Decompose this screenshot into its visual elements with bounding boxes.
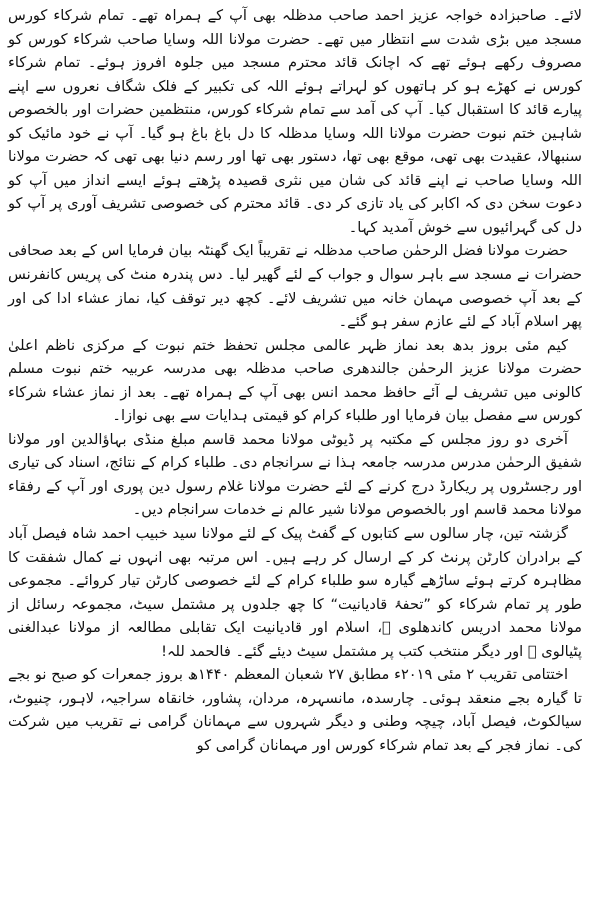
paragraph-2: حضرت مولانا فضل الرحمٰن صاحب مدظلہ نے تقریباً ایک گھنٹہ بیان فرمایا اس کے بعد صحافی حضرات نے مسجد سے باہر سوال و جواب کے لئے گھیر لیا۔ دس پندرہ منٹ کی پریس کانفرنس کے بعد آپ خصوصی مہمان خانہ میں تشریف لائے۔ کچھ دیر توقف کیا، نماز عشاء ادا کی اور پھر اسلام آباد کے لئے عازم سفر ہو گئے۔ [8,242,582,331]
paragraph-6: اختتامی تقریب ۲ مئی ۲۰۱۹ء مطابق ۲۷ شعبان المعظم ۱۴۴۰ھ بروز جمعرات کو صبح نو بجے تا گیارہ بجے منعقد ہوئی۔ چارسدہ، مانسہرہ، مردان، پشاور، خانقاہ سراجیہ، لاہور، چنیوٹ، سیالکوٹ، فیصل آباد، چیچہ وطنی و دیگر شہروں سے مہمانان گرامی نے تقریب میں شرکت کی۔ نماز فجر کے بعد تمام شرکاء کورس اور مہمانان گرامی کو [8,666,582,754]
paragraph-5: گزشتہ تین، چار سالوں سے کتابوں کے گفٹ پیک کے لئے مولانا سید خبیب احمد شاہ فیصل آباد کے برادران کارٹن پرنٹ کر کے ارسال کر رہے ہیں۔ اس مرتبہ بھی انہوں نے کمال شفقت کا مظاہرہ کرتے ہوئے ساڑھے گیارہ سو طلباء کرام کے لئے خصوصی کارٹن تیار کروائے۔ مجموعی طور پر تمام شرکاء کو ”تحفۂ قادیانیت“ کا چھ جلدوں پر مشتمل سیٹ، مجموعہ رسائل از مولانا محمد ادریس کاندھلوی ﷫، اسلام اور قادیانیت ایک تقابلی مطالعہ از مولانا عبدالغنی پٹیالوی ﷫ اور دیگر منتخب کتب پر مشتمل سیٹ دیئے گئے۔ فالحمد للہ! [8,525,582,660]
paragraph-4: آخری دو روز مجلس کے مکتبہ پر ڈیوٹی مولانا محمد قاسم مبلغ منڈی بہاؤالدین اور مولانا شفیق الرحمٰن مدرس مدرسہ جامعہ ہذا نے سرانجام دی۔ طلباء کرام کے نتائج، اسناد کی تیاری اور رجسٹروں پر ریکارڈ درج کرنے کے لئے حضرت مولانا غلام رسول دین پوری اور آپ کے رفقاء مولانا محمد قاسم اور بالخصوص مولانا شیر عالم نے خدمات سرانجام دیں۔ [8,430,582,519]
paragraph-1: لائے۔ صاحبزادہ خواجہ عزیز احمد صاحب مدظلہ بھی آپ کے ہمراہ تھے۔ تمام شرکاء کورس مسجد میں بڑی شدت سے انتظار میں تھے۔ حضرت مولانا اللہ وسایا صاحب شرکاء کورس کو مصروف رکھے ہوئے تھے کہ اچانک قائد محترم مسجد میں جلوہ افروز ہوئے۔ تمام شرکاء کورس نے کھڑے ہو کر ہاتھوں کو لہراتے ہوئے اللہ کی تکبیر کے فلک شگاف نعروں سے اپنے پیارے قائد کا استقبال کیا۔ آپ کی آمد سے تمام شرکاء کورس، منتظمین حضرات اور بالخصوص شاہین ختم نبوت حضرت مولانا اللہ وسایا مدظلہ کا دل باغ باغ ہو گیا۔ آپ نے خود مائیک کو سنبھالا، عقیدت بھی تھی، موقع بھی تھا، دستور بھی تھا اور رسم دنیا بھی تھی کہ حضرت مولانا اللہ وسایا صاحب نے اپنے قائد کی شان میں نثری قصیدہ پڑھتے ہوئے ایسے انداز میں آپ کو دعوت سخن دی کہ اکابر کی یاد تازی کر دی۔ قائد محترم کی خصوصی تشریف آوری پر آپ کو دل کی گہرائیوں سے خوش آمدید کہا۔ [8,7,582,236]
paragraph-3: کیم مئی بروز بدھ بعد نماز ظہر عالمی مجلس تحفظ ختم نبوت کے مرکزی ناظم اعلیٰ حضرت مولانا عزیز الرحمٰن جالندھری صاحب مدظلہ بھی مدرسہ عربیہ ختم نبوت مسلم کالونی میں تشریف لے آئے حافظ محمد انس بھی آپ کے ہمراہ تھے۔ بعد از نماز عشاء شرکاء کورس سے مفصل بیان فرمایا اور طلباء کرام کو قیمتی ہدایات سے بھی نوازا۔ [8,336,582,425]
